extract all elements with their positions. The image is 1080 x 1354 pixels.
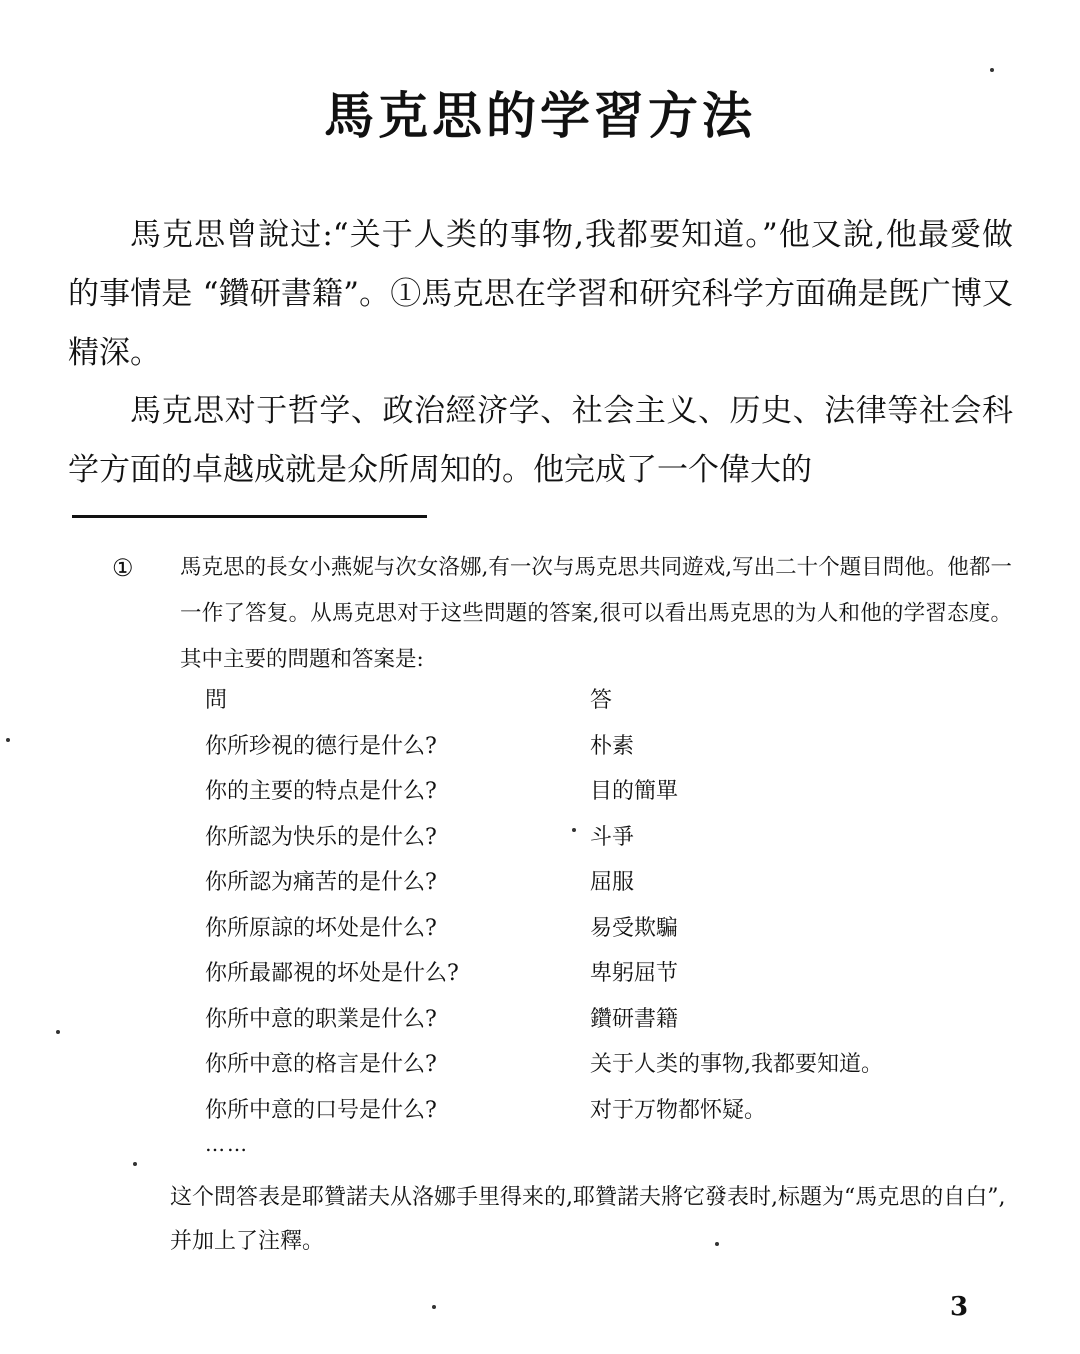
- qa-question: 你所中意的口号是什么?: [205, 1097, 437, 1123]
- paragraph-2: 馬克思对于哲学、政治經济学、社会主义、历史、法律等社会科学方面的卓越成就是众所周知的。他完成了一个偉大的: [68, 393, 1013, 488]
- qa-row: [205, 769, 1005, 815]
- qa-answer: 卑躬屈节: [590, 961, 679, 986]
- footnote-marker: ①: [112, 554, 134, 582]
- footnote: [112, 545, 1012, 683]
- scan-speck: [56, 1030, 60, 1034]
- scan-speck: [432, 1305, 436, 1309]
- qa-table: [205, 678, 1005, 1133]
- footnote-divider: [72, 515, 427, 518]
- qa-question: 你所原諒的坏处是什么?: [205, 915, 437, 941]
- qa-question: 你所認为痛苦的是什么?: [205, 870, 437, 895]
- qa-answer: 关于人类的事物,我都要知道。: [590, 1052, 883, 1077]
- qa-row: [205, 815, 1005, 861]
- footnote-note: 这个問答表是耶贊諾夫从洛娜手里得来的,耶贊諾夫將它發表时,标題为“馬克思的自白”,并加上了注釋。: [170, 1185, 1006, 1254]
- qa-row: [205, 997, 1005, 1043]
- qa-row: [205, 951, 1005, 997]
- page-title: 馬克思的学習方法: [324, 86, 756, 145]
- qa-header-question: 問: [205, 688, 228, 713]
- qa-question: 你所最鄙視的坏处是什么?: [205, 961, 459, 986]
- scan-speck: [6, 738, 10, 742]
- qa-answer: 朴素: [590, 733, 635, 759]
- qa-row: [205, 724, 1005, 770]
- qa-answer: 对于万物都怀疑。: [590, 1097, 767, 1123]
- qa-answer: 斗爭: [590, 824, 635, 850]
- page-number: 3: [950, 1292, 969, 1322]
- qa-row: [205, 1042, 1005, 1088]
- qa-question: 你所珍視的德行是什么?: [205, 733, 437, 759]
- qa-header-answer: 答: [590, 688, 613, 713]
- footnote-text: 馬克思的長女小燕妮与次女洛娜,有一次与馬克思共同遊戏,写出二十个題目問他。他都一一作了答复。从馬克思对于这些問題的答案,很可以看出馬克思的为人和他的学習态度。其中主要的問題和答案是:: [180, 555, 1012, 672]
- paragraph-1: 馬克思曾說过:“关于人类的事物,我都要知道。”他又說,他最愛做的事情是 “鑽研書籍”。①馬克思在学習和研究科学方面确是旣广博又精深。: [68, 217, 1013, 371]
- scan-speck: [572, 828, 576, 832]
- qa-row: [205, 860, 1005, 906]
- qa-answer: 目的簡單: [590, 779, 679, 804]
- qa-header-row: [205, 678, 1005, 724]
- qa-ellipsis: ……: [205, 1132, 249, 1156]
- qa-question: 你的主要的特点是什么?: [205, 779, 437, 804]
- qa-answer: 屈服: [590, 870, 635, 895]
- qa-row: [205, 1088, 1005, 1134]
- scan-speck: [715, 1242, 719, 1246]
- qa-answer: 鑽研書籍: [590, 1006, 679, 1032]
- qa-question: 你所中意的职業是什么?: [205, 1006, 437, 1032]
- qa-answer: 易受欺騙: [590, 915, 679, 941]
- scan-speck: [133, 1162, 137, 1166]
- qa-question: 你所認为快乐的是什么?: [205, 824, 437, 850]
- qa-row: [205, 906, 1005, 952]
- qa-question: 你所中意的格言是什么?: [205, 1052, 437, 1077]
- scan-speck: [990, 68, 994, 72]
